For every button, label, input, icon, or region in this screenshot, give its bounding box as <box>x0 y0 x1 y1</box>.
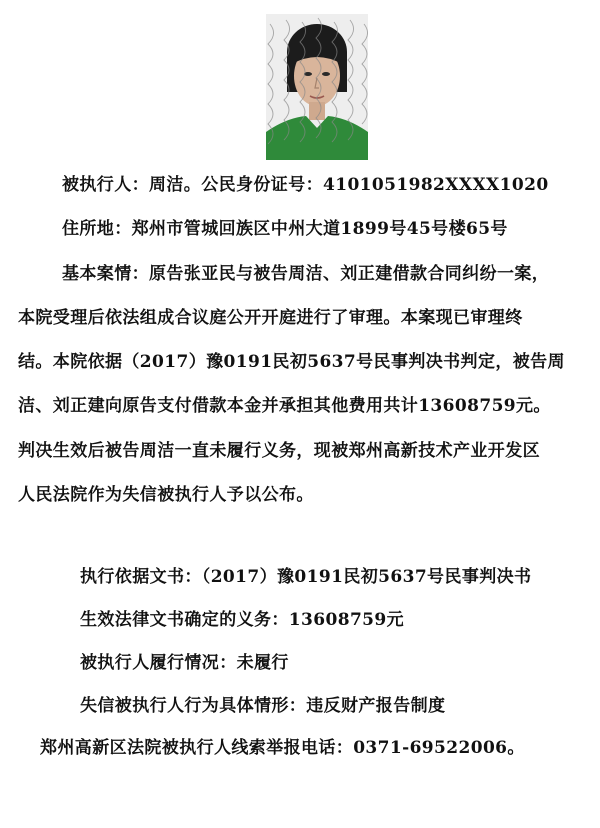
portrait-photo-icon <box>266 14 368 160</box>
report-hotline: 郑州高新区法院被执行人线索举报电话：0371-69522006。 <box>40 738 525 758</box>
enforcement-basis-document: 执行依据文书：（2017）豫0191民初5637号民事判决书 <box>80 567 532 587</box>
legal-obligation: 生效法律文书确定的义务：13608759元 <box>80 610 405 630</box>
case-summary-line-3: 结。本院依据（2017）豫0191民初5637号民事判决书判定，被告周 <box>18 352 565 372</box>
case-summary-line-4: 洁、刘正建向原告支付借款本金并承担其他费用共计13608759元。 <box>18 396 551 416</box>
case-summary-line-1: 基本案情：原告张亚民与被告周洁、刘正建借款合同纠纷一案， <box>62 264 550 284</box>
case-summary-line-6: 人民法院作为失信被执行人予以公布。 <box>18 485 314 505</box>
debtor-address: 住所地：郑州市管城回族区中州大道1899号45号楼65号 <box>62 219 508 239</box>
dishonest-behavior: 失信被执行人行为具体情形：违反财产报告制度 <box>80 696 446 716</box>
case-summary-line-2: 本院受理后依法组成合议庭公开开庭进行了审理。本案现已审理终 <box>18 308 523 328</box>
debtor-photo <box>266 14 368 160</box>
case-summary-line-5: 判决生效后被告周洁一直未履行义务，现被郑州高新技术产业开发区 <box>18 441 540 461</box>
performance-status: 被执行人履行情况：未履行 <box>80 653 289 673</box>
debtor-name-id: 被执行人：周洁。公民身份证号：4101051982XXXX1020 <box>62 175 549 195</box>
